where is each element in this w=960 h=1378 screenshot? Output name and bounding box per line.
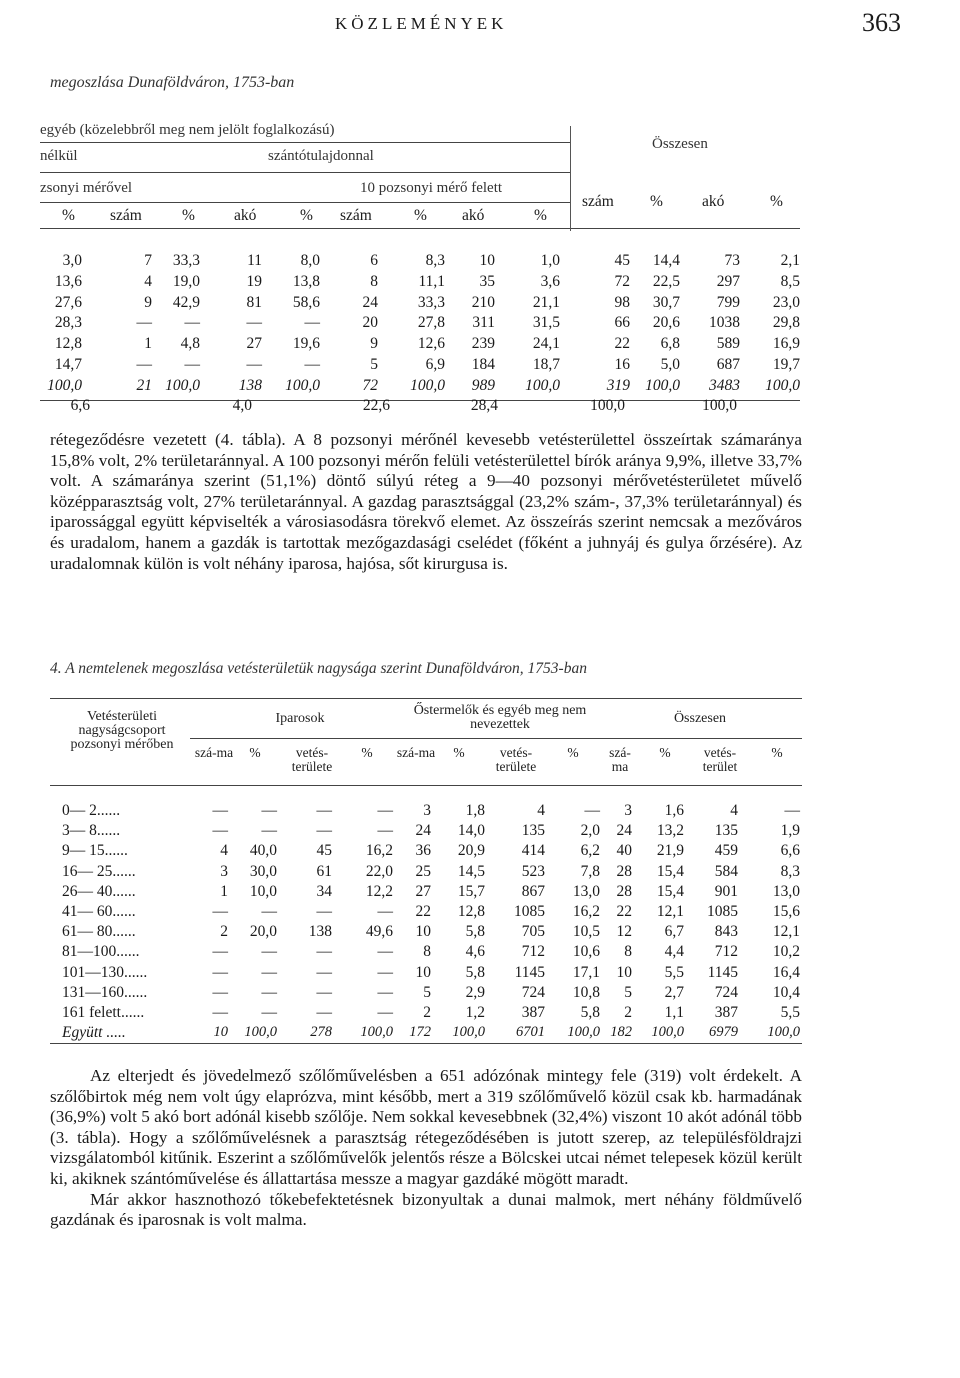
table2-cell: 27 <box>415 882 431 900</box>
table2-cell: 2 <box>423 1004 431 1021</box>
table1-cell: 27 <box>246 335 262 353</box>
table1-total-cell: 100,0 <box>165 376 200 394</box>
journal-title: KÖZLEMÉNYEK <box>335 14 508 33</box>
table1-group-over: 10 pozsonyi mérő felett <box>360 180 503 196</box>
table2-cell: 4,4 <box>664 943 684 961</box>
table2-cell: 724 <box>521 983 545 1001</box>
table2-caption: 4. A nemtelenek megoszlása vetésterületük nagysága szerint Dunaföldváron, 1753-ban <box>50 660 587 677</box>
table2-cell: — <box>316 802 332 819</box>
table2-cell: 6,7 <box>664 923 684 941</box>
table2-cell: 1,9 <box>780 822 800 840</box>
table2-cell: 36 <box>415 842 431 860</box>
table2-cell: — <box>212 822 228 840</box>
table1-pct-cell: 4,0 <box>232 396 252 414</box>
table1-cell: 13,8 <box>292 272 320 290</box>
table2-subcol-header: szá-ma <box>396 745 436 760</box>
table2-cell: 3 <box>423 802 431 819</box>
table2-cell: 5 <box>423 983 431 1001</box>
table2-cell: — <box>316 1004 332 1021</box>
table1-cell: 4,8 <box>180 335 200 353</box>
table1-cell: 20,6 <box>652 314 680 332</box>
table1-cell: 19,6 <box>292 335 320 353</box>
table2-cell: 5,8 <box>580 1004 600 1021</box>
table1-total-cell: 72 <box>362 376 378 394</box>
table2-cell: 12 <box>616 923 632 941</box>
table1-cell: 28,3 <box>54 314 82 332</box>
table2-row-label: 81—100...... <box>62 943 140 961</box>
table1-cell: 33,3 <box>417 293 445 311</box>
table1-pct-cell: 28,4 <box>470 396 498 414</box>
table2-cell: 16,4 <box>772 963 800 981</box>
table1-cell: — <box>246 356 262 373</box>
table2-cell: 459 <box>714 842 738 860</box>
table2-cell: 4 <box>537 802 545 819</box>
table1-cell: 184 <box>471 356 495 373</box>
table2-cell: 10 <box>415 923 431 941</box>
table2-row-label: 9— 15...... <box>62 842 128 860</box>
table2-cell: 2,7 <box>664 983 684 1001</box>
table1-cell: 12,8 <box>54 335 82 353</box>
table1-cell: 33,3 <box>172 252 200 269</box>
table2-subcol-header: % <box>361 745 373 760</box>
table2-cell: 5,8 <box>465 963 485 981</box>
table2-cell: 40 <box>616 842 632 860</box>
table1-total-cell: 138 <box>238 376 262 394</box>
table2-cell: 15,6 <box>772 903 800 920</box>
table2-cell: 25 <box>415 862 431 880</box>
table2-row-label: 3— 8...... <box>62 822 121 840</box>
table1-cell: 18,7 <box>532 356 560 373</box>
table2-cell: — <box>212 1004 228 1021</box>
table2-cell: 16,2 <box>572 903 600 920</box>
table2-cell: 15,4 <box>656 882 684 900</box>
table1-cell: 22,5 <box>652 272 680 290</box>
paragraph-1 <box>50 430 802 574</box>
table2-cell: 2 <box>624 1004 632 1021</box>
table2-cell: 21,9 <box>656 842 684 860</box>
table2-row-label: 61— 80...... <box>62 923 136 941</box>
table1-total-cell: 100,0 <box>765 376 800 394</box>
table1-cell: 3,0 <box>62 252 82 269</box>
table2-cell: 10,0 <box>249 882 277 900</box>
table2-cell: 24 <box>415 822 431 840</box>
table1-cell: 8,5 <box>780 272 800 290</box>
table2-cell: 4 <box>730 802 738 819</box>
table2-cell: — <box>377 903 393 920</box>
table1-col-header: % <box>300 207 313 224</box>
table2-cell: 1,2 <box>465 1004 485 1021</box>
table1-cell: 311 <box>472 314 495 332</box>
table2-cell: — <box>377 822 393 840</box>
table2-total-cell: 100,0 <box>244 1024 277 1041</box>
table2-subcol-header: vetés-terület <box>702 745 738 774</box>
table2-total-cell: 182 <box>610 1024 632 1041</box>
table2-group-header: Összesen <box>673 711 727 726</box>
table1-cell: — <box>304 356 320 373</box>
table1-cell: 8 <box>370 272 378 290</box>
paragraph-2b-text: Már akkor hasznothozó tőkebefektetésnek bizonyultak a dunai malmok, mert néhány földművelő gazdának és iparosnak is volt malma. <box>50 1189 802 1230</box>
table1-cell: 72 <box>614 272 630 290</box>
table1-col-header: % <box>414 207 427 224</box>
table2-subcol-header: vetés-területe <box>291 745 333 774</box>
table1-cell: 297 <box>716 272 740 290</box>
table1-cell: 11,1 <box>418 272 445 290</box>
table1-col-header: % <box>182 207 195 224</box>
table2-total-cell: 100,0 <box>567 1024 600 1041</box>
table2-subcol-header: vetés-területe <box>495 745 537 774</box>
table1-pct-cell: 100,0 <box>702 396 737 414</box>
table2-row-label: 161 felett...... <box>62 1004 145 1021</box>
table2-cell: 10,2 <box>772 943 800 961</box>
table2-cell: 13,0 <box>572 882 600 900</box>
table2-row-label: 101—130...... <box>62 963 148 981</box>
table2-cell: 3 <box>220 862 228 880</box>
table2-total-label: Együtt ..... <box>62 1024 126 1042</box>
table1-col-header: szám <box>110 207 142 224</box>
table1-cell: 210 <box>471 293 495 311</box>
table2-cell: 15,7 <box>457 882 485 900</box>
table2-cell: 14,0 <box>457 822 485 840</box>
table2-cell: 12,1 <box>656 903 684 920</box>
table2-cell: 724 <box>714 983 738 1001</box>
table2-cell: 1145 <box>514 963 545 981</box>
table1-total-cell: 100,0 <box>410 376 445 394</box>
table2-total-cell: 100,0 <box>452 1024 485 1041</box>
table1-pct-cell: 100,0 <box>590 396 625 414</box>
table1-cell: 81 <box>246 293 262 311</box>
table2-cell: 61 <box>316 862 332 880</box>
table1-cell: — <box>184 356 200 373</box>
table2-cell: — <box>377 983 393 1001</box>
table1-cell: 21,1 <box>532 293 560 311</box>
table1-cell: 22 <box>614 335 630 353</box>
table1-cell: — <box>136 314 152 332</box>
table1-cell: 27,8 <box>417 314 445 332</box>
table2-cell: 10 <box>415 963 431 981</box>
table2-cell: 1 <box>220 882 228 900</box>
table2-cell: 135 <box>714 822 738 840</box>
table2-cell: 45 <box>316 842 332 860</box>
table1-total-cell: 100,0 <box>285 376 320 394</box>
table2-cell: 22,0 <box>365 862 393 880</box>
table2-row-label: 26— 40...... <box>62 882 136 900</box>
table2-cell: 867 <box>521 882 545 900</box>
table2-cell: 17,1 <box>572 963 600 981</box>
table2-total-cell: 100,0 <box>360 1024 393 1041</box>
table2-cell: 387 <box>714 1004 738 1021</box>
table2-row-label: 131—160...... <box>62 983 148 1001</box>
table2-cell: 1145 <box>707 963 738 981</box>
table1-cell: 6 <box>370 252 378 269</box>
table2-subcol-header: szá-ma <box>609 745 631 774</box>
table1-col-header: % <box>62 207 75 224</box>
table1-total-cell: 989 <box>471 376 495 394</box>
table1-cell: 23,0 <box>772 293 800 311</box>
table1-cell: 16,9 <box>772 335 800 353</box>
table2-cell: 135 <box>521 822 545 840</box>
table1-cell: 45 <box>614 252 630 269</box>
table2-cell: 1,6 <box>664 802 684 819</box>
table1-cell: 10 <box>479 252 495 269</box>
table1-cell: 73 <box>724 252 740 269</box>
table2-cell: — <box>584 802 600 819</box>
table2-cell: 1085 <box>514 903 545 920</box>
table2-cell: — <box>212 963 228 981</box>
table2-cell: 5,8 <box>465 923 485 941</box>
table2-subcol-header: % <box>771 745 783 760</box>
table1-cell: 24,1 <box>532 335 560 353</box>
table2-cell: 705 <box>521 923 545 941</box>
table2-cell: 6,2 <box>580 842 600 860</box>
table2-cell: — <box>261 903 277 920</box>
table1-cell: 6,9 <box>425 356 445 373</box>
table1-group-top: egyéb (közelebbről meg nem jelölt foglalkozású) <box>40 122 335 138</box>
table2-total-cell: 100,0 <box>767 1024 800 1041</box>
table1-cell: 11 <box>247 252 262 269</box>
table2-cell: 49,6 <box>365 923 393 941</box>
table2-cell: 5,5 <box>780 1004 800 1021</box>
table2-cell: 1,8 <box>465 802 485 819</box>
table2-cell: 12,1 <box>772 923 800 941</box>
table2-cell: — <box>261 802 277 819</box>
table2-cell: 712 <box>521 943 545 961</box>
table2-cell: 10,6 <box>572 943 600 961</box>
table1-cell: — <box>246 314 262 332</box>
table2-cell: 4 <box>220 842 228 860</box>
table2-cell: 8 <box>423 943 431 961</box>
table2-stub-header: Vetésterületi nagyságcsoport pozsonyi mérőben <box>70 709 174 752</box>
page-number: 363 <box>862 8 901 37</box>
table2-cell: 1,1 <box>664 1004 684 1021</box>
table2-cell: 7,8 <box>580 862 600 880</box>
table1-cell: — <box>184 314 200 332</box>
table1-group-zl: zsonyi mérővel <box>40 180 133 196</box>
table2-cell: 34 <box>316 882 332 900</box>
table1-total-cell: 319 <box>606 376 630 394</box>
table2-cell: — <box>316 903 332 920</box>
table2-cell: 28 <box>616 862 632 880</box>
table1-total-cell: 3483 <box>709 376 740 394</box>
table2-subcol-header: % <box>249 745 261 760</box>
table1-pct-cell: 22,6 <box>362 396 390 414</box>
table2-cell: 28 <box>616 882 632 900</box>
table2-cell: — <box>261 963 277 981</box>
table2-cell: 2,0 <box>580 822 600 840</box>
table2-cell: 8,3 <box>780 862 800 880</box>
table1-cell: 58,6 <box>292 293 320 311</box>
table1-cell: 98 <box>614 293 630 311</box>
table1-pct-cell: 6,6 <box>70 396 90 414</box>
table1-col-header: akó <box>702 193 725 210</box>
table1-cell: 589 <box>716 335 740 353</box>
table1-cell: 19,7 <box>772 356 800 373</box>
table1-cell: 8,0 <box>300 252 320 269</box>
table1-group-left: nélkül <box>40 148 78 164</box>
table1-caption: megoszlása Dunaföldváron, 1753-ban <box>50 74 295 91</box>
table1-cell: 7 <box>144 252 152 269</box>
table1-cell: 8,3 <box>425 252 445 269</box>
table2-cell: — <box>377 943 393 961</box>
table2-cell: — <box>316 983 332 1001</box>
table1-total-cell: 100,0 <box>525 376 560 394</box>
table2-cell: — <box>212 802 228 819</box>
table1-cell: 29,8 <box>772 314 800 332</box>
table2-cell: — <box>261 943 277 961</box>
table2-cell: 1085 <box>707 903 738 920</box>
table2-cell: — <box>212 903 228 920</box>
table2-total-cell: 278 <box>310 1024 332 1041</box>
table2-total-cell: 10 <box>213 1024 228 1041</box>
table2-cell: 5 <box>624 983 632 1001</box>
table2-cell: — <box>316 822 332 840</box>
table1-cell: 9 <box>370 335 378 353</box>
table1-col-header: % <box>770 193 783 210</box>
table2-cell: 387 <box>521 1004 545 1021</box>
table2-cell: — <box>784 802 800 819</box>
table2-cell: 10,4 <box>772 983 800 1001</box>
table2-cell: 4,6 <box>465 943 485 961</box>
table2-cell: — <box>316 943 332 961</box>
table1-cell: 5,0 <box>660 356 680 373</box>
table2-cell: — <box>212 943 228 961</box>
table2-subcol-header: szá-ma <box>194 745 234 760</box>
table1-cell: 6,8 <box>660 335 680 353</box>
table1-col-header: akó <box>462 207 485 224</box>
table2-cell: 901 <box>714 882 738 900</box>
table2-cell: 22 <box>415 903 431 920</box>
paragraph-1-text: rétegeződésre vezetett (4. tábla). A 8 pozsonyi mérőnél kevesebb vetésterülettel összeírtak számaránya 15,8% volt, 2% területaránnyal. A 100 pozsonyi mérőn felüli vetésterülettel bírók aránya 9,9%, illetve 33,7% volt. A számaránya szerint (51,1%) döntő súlyú réteg a 9—40 pozsonyi mérővetésterületet művelő középparasztság volt, 27% területaránnyal. A gazdag parasztsággal (23,2% szám-, 37,3% területaránnyal) és iparossággal együtt képviselték a városiasodásra törekvő elemet. Az összeírás szerint nemcsak a mezőváros és uradalom, hanem a gazdák is tartottak mezőgazdasági cselédet (főként a juhnyáj és gulya őrzésére). Az uradalomnak külön is volt néhány iparosa, hajósa, sőt kirurgusa is. <box>50 430 802 573</box>
table2-cell: 22 <box>616 903 632 920</box>
table1-cell: 35 <box>479 272 495 290</box>
table2-cell: 2,9 <box>465 983 485 1001</box>
table2-cell: 10,5 <box>572 923 600 941</box>
table1-cell: 12,6 <box>417 335 445 353</box>
table1-cell: 1,0 <box>540 252 560 269</box>
table2-cell: 12,8 <box>457 903 485 920</box>
table2-total-cell: 172 <box>409 1024 431 1041</box>
table2-cell: 2 <box>220 923 228 941</box>
table2-cell: — <box>377 802 393 819</box>
table2-cell: 6,6 <box>780 842 800 860</box>
table2-group-header: Iparosok <box>275 711 325 726</box>
table2-cell: — <box>377 1004 393 1021</box>
table1-cell: 14,4 <box>652 252 680 269</box>
table2-total-cell: 6701 <box>516 1024 545 1041</box>
table2-cell: 5,5 <box>664 963 684 981</box>
table2-cell: 15,4 <box>656 862 684 880</box>
table2-row-label: 16— 25...... <box>62 862 136 880</box>
table2-cell: — <box>316 963 332 981</box>
table1-cell: 13,6 <box>54 272 82 290</box>
table2-cell: 13,2 <box>656 822 684 840</box>
table2-cell: — <box>212 983 228 1001</box>
table2-subcol-header: % <box>659 745 671 760</box>
table1-cell: 2,1 <box>780 252 800 269</box>
table1-cell: — <box>136 356 152 373</box>
table1-col-header: szám <box>582 193 614 210</box>
table1-cell: 3,6 <box>540 272 560 290</box>
table2-cell: 584 <box>714 862 738 880</box>
table1-cell: 1038 <box>709 314 740 332</box>
paragraph-2a-text: Az elterjedt és jövedelmező szőlőművelésben a 651 adózónak mintegy fele (319) volt érdekelt. A szőlőbirtok még nem volt úgy elaprózva, mint később, mert a 319 szőlőművelő közül csak kb. harmadának (36,9%) volt 5 akó bort adónál kisebb szőlője. Nem sokkal kevesebbnek (32,4%) viszont 10 akót adónál több (3. tábla). Hogy a szőlőművelésnek a parasztság rétegeződésében is jutott szerep, az településföldrajzi vizsgálatomból kitűnik. Eszerint a szőlőművelők jelentős része a Bölcskei utcai német telepesek közül került ki, akiknek szántóművelése és állattartása messze a magyar gazdáké mögött maradt. <box>50 1066 802 1188</box>
table1-cell: 20 <box>362 314 378 332</box>
table1-cell: 687 <box>716 356 740 373</box>
table2-cell: — <box>261 822 277 840</box>
table2-cell: — <box>261 1004 277 1021</box>
table2-cell: 10,8 <box>572 983 600 1001</box>
table1-total-cell: 100,0 <box>47 376 82 394</box>
table1-group-total: Összesen <box>652 136 708 152</box>
table1-cell: 4 <box>144 272 152 290</box>
table1-total-cell: 21 <box>136 376 152 394</box>
table2-cell: 20,9 <box>457 842 485 860</box>
table2-cell: 20,0 <box>249 923 277 941</box>
table2-total-cell: 6979 <box>709 1024 738 1041</box>
table2-cell: 16,2 <box>365 842 393 860</box>
table2-cell: 24 <box>616 822 632 840</box>
table2-cell: 138 <box>308 923 332 941</box>
table1-cell: 9 <box>144 293 152 311</box>
table1-cell: 66 <box>614 314 630 332</box>
table2-subcol-header: % <box>567 745 579 760</box>
table1-cell: 31,5 <box>532 314 560 332</box>
table1-col-header: szám <box>340 207 372 224</box>
table1-cell: 30,7 <box>652 293 680 311</box>
table2-cell: 12,2 <box>365 882 393 900</box>
table2-cell: — <box>377 963 393 981</box>
table2-total-cell: 100,0 <box>651 1024 684 1041</box>
table2-cell: 523 <box>521 862 545 880</box>
table1-cell: 1 <box>144 335 152 353</box>
table2-cell: 10 <box>616 963 632 981</box>
table2-cell: 414 <box>521 842 545 860</box>
table2-cell: 13,0 <box>772 882 800 900</box>
paragraph-2 <box>50 1066 802 1231</box>
table1-col-header: % <box>534 207 547 224</box>
table1-cell: 239 <box>471 335 495 353</box>
table1-cell: — <box>304 314 320 332</box>
table1-col-header: % <box>650 193 663 210</box>
table1-cell: 19 <box>246 272 262 290</box>
table1-cell: 5 <box>370 356 378 373</box>
table1-cell: 14,7 <box>54 356 82 373</box>
table1-total-cell: 100,0 <box>645 376 680 394</box>
table1-cell: 27,6 <box>54 293 82 311</box>
table1-group-mid: szántótulajdonnal <box>268 148 374 164</box>
table2-cell: 712 <box>714 943 738 961</box>
table1-cell: 24 <box>362 293 378 311</box>
table2-cell: 40,0 <box>249 842 277 860</box>
table2-cell: 8 <box>624 943 632 961</box>
table2-row-label: 41— 60...... <box>62 903 136 920</box>
table1-cell: 16 <box>614 356 630 373</box>
table2-cell: 843 <box>714 923 738 941</box>
table1-cell: 799 <box>716 293 740 311</box>
table2-cell: 30,0 <box>249 862 277 880</box>
table1-col-header: akó <box>234 207 257 224</box>
table1-cell: 42,9 <box>172 293 200 311</box>
table2-cell: 14,5 <box>457 862 485 880</box>
table2-row-label: 0— 2...... <box>62 802 121 819</box>
table2-cell: 3 <box>624 802 632 819</box>
table2-subcol-header: % <box>453 745 465 760</box>
table1-cell: 19,0 <box>172 272 200 290</box>
table2-group-header: Őstermelők és egyéb meg nem nevezettek <box>413 703 587 732</box>
table2-cell: — <box>261 983 277 1001</box>
